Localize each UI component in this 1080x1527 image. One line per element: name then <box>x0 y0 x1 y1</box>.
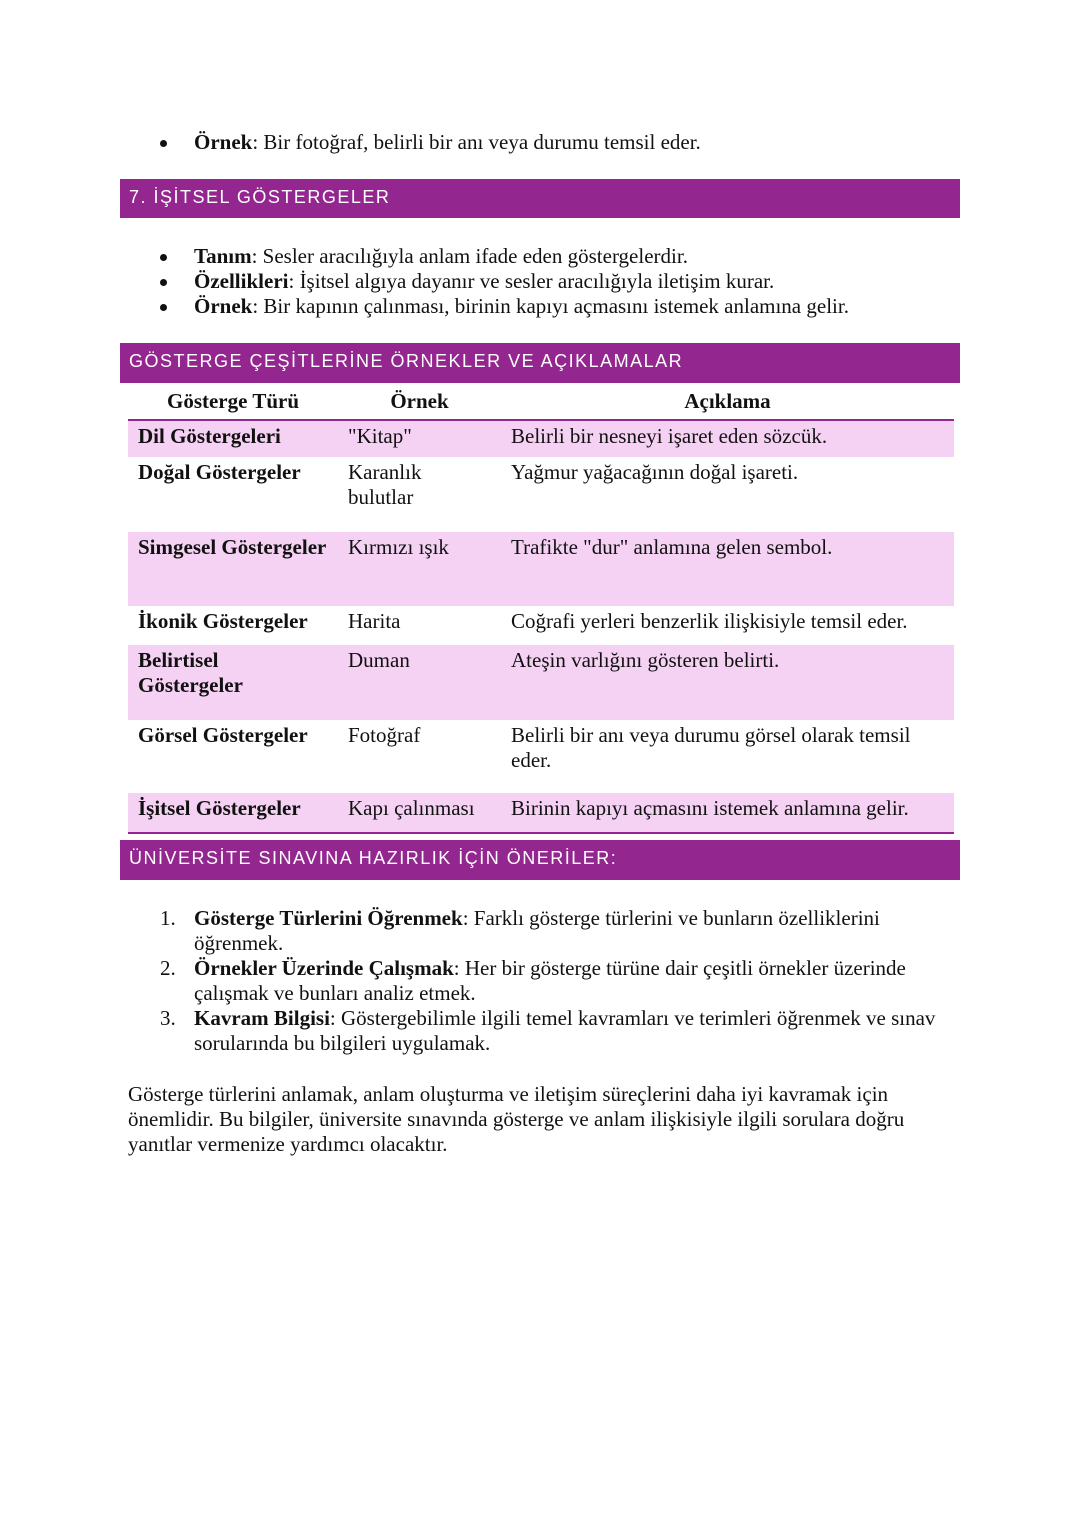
cell-description: Coğrafi yerleri benzerlik ilişkisiyle temsil eder. <box>511 609 908 633</box>
table-row <box>128 645 954 720</box>
table-row <box>128 532 954 606</box>
table-row <box>128 793 954 833</box>
section-heading-isitsel <box>120 179 960 218</box>
list-item-text: : Göstergebilimle ilgili temel kavramları ve terimleri öğrenmek ve sınav sorularında bu bilgileri uygulamak. <box>194 1006 936 1055</box>
bullet-label: Tanım <box>194 244 252 268</box>
bullet-text: : İşitsel algıya dayanır ve sesler aracılığıyla iletişim kurar. <box>288 269 775 293</box>
bullet-item <box>160 244 960 269</box>
cell-example: Karanlık bulutlar <box>348 460 422 509</box>
list-number: 3. <box>160 1006 176 1030</box>
cell-description: Ateşin varlığını gösteren belirti. <box>501 645 954 720</box>
cell-example: "Kitap" <box>338 420 501 457</box>
bullet-item <box>160 294 960 319</box>
cell-type: İşitsel Göstergeler <box>128 793 338 833</box>
cell-description: Birinin kapıyı açmasını istemek anlamına gelir. <box>501 793 954 833</box>
bullet-dot <box>160 304 167 311</box>
bullet-label: Özellikleri <box>194 269 289 293</box>
list-item-label: Gösterge Türlerini Öğrenmek <box>194 906 463 930</box>
sign-types-table <box>128 383 954 834</box>
section-heading-exam <box>120 840 960 880</box>
bullet-text: : Bir fotoğraf, belirli bir anı veya durumu temsil eder. <box>252 130 701 154</box>
section-heading-text: ÜNİVERSİTE SINAVINA HAZIRLIK İÇİN ÖNERİLER: <box>129 848 618 868</box>
closing-paragraph: Gösterge türlerini anlamak, anlam oluşturma ve iletişim süreçlerini daha iyi kavramak için önemlidir. Bu bilgiler, üniversite sınavında gösterge ve anlam ilişkisiyle ilgili sorulara doğru yanıtlar vermenize yardımcı olacaktır. <box>128 1082 905 1156</box>
list-number: 2. <box>160 956 176 980</box>
cell-description: Yağmur yağacağının doğal işareti. <box>511 460 799 484</box>
cell-example: Kapı çalınması <box>338 793 501 833</box>
cell-type: Görsel Göstergeler <box>138 723 308 747</box>
bullet-label: Örnek <box>194 294 253 318</box>
bullet-label: Örnek <box>194 130 253 154</box>
list-item-label: Örnekler Üzerinde Çalışmak <box>194 956 454 980</box>
cell-description: Trafikte "dur" anlamına gelen sembol. <box>501 532 954 606</box>
cell-type: Dil Göstergeleri <box>128 420 338 457</box>
cell-description: Belirli bir nesneyi işaret eden sözcük. <box>501 420 954 457</box>
list-item-text: : Her bir gösterge türüne dair çeşitli örnekler üzerinde çalışmak ve bunları analiz etmek. <box>194 956 906 1005</box>
bullet-item <box>160 269 960 294</box>
table-row <box>128 606 954 645</box>
table-row <box>128 720 954 793</box>
column-header-example: Örnek <box>338 383 501 420</box>
cell-example: Duman <box>338 645 501 720</box>
bullet-item <box>160 130 960 155</box>
table-row <box>128 457 954 532</box>
section-heading-text: GÖSTERGE ÇEŞİTLERİNE ÖRNEKLER VE AÇIKLAMALAR <box>129 351 684 371</box>
isitsel-bullet-list <box>160 244 960 319</box>
cell-type: Simgesel Göstergeler <box>128 532 338 606</box>
list-item <box>160 906 950 956</box>
cell-type: Belirtisel Göstergeler <box>128 645 338 720</box>
bullet-dot <box>160 140 167 147</box>
cell-description: Belirli bir anı veya durumu görsel olarak temsil eder. <box>511 723 911 772</box>
top-bullet-list <box>160 130 960 155</box>
exam-tips-list <box>160 906 950 1056</box>
bullet-text: : Bir kapının çalınması, birinin kapıyı açmasını istemek anlamına gelir. <box>252 294 849 318</box>
bullet-text: : Sesler aracılığıyla anlam ifade eden göstergelerdir. <box>251 244 688 268</box>
table-row <box>128 420 954 457</box>
list-item <box>160 956 950 1006</box>
section-heading-text: 7. İŞİTSEL GÖSTERGELER <box>129 187 391 207</box>
list-item <box>160 1006 950 1056</box>
table-header-row <box>128 383 954 420</box>
section-heading-examples <box>120 343 960 383</box>
column-header-description: Açıklama <box>501 383 954 420</box>
cell-example: Fotoğraf <box>348 723 421 747</box>
list-number: 1. <box>160 906 176 930</box>
bullet-dot <box>160 279 167 286</box>
column-header-type: Gösterge Türü <box>128 383 338 420</box>
cell-example: Kırmızı ışık <box>338 532 501 606</box>
cell-type: Doğal Göstergeler <box>138 460 301 484</box>
cell-type: İkonik Göstergeler <box>138 609 308 633</box>
bullet-dot <box>160 254 167 261</box>
list-item-label: Kavram Bilgisi <box>194 1006 330 1030</box>
cell-example: Harita <box>348 609 401 633</box>
list-item-text: : Farklı gösterge türlerini ve bunların özelliklerini öğrenmek. <box>194 906 880 955</box>
